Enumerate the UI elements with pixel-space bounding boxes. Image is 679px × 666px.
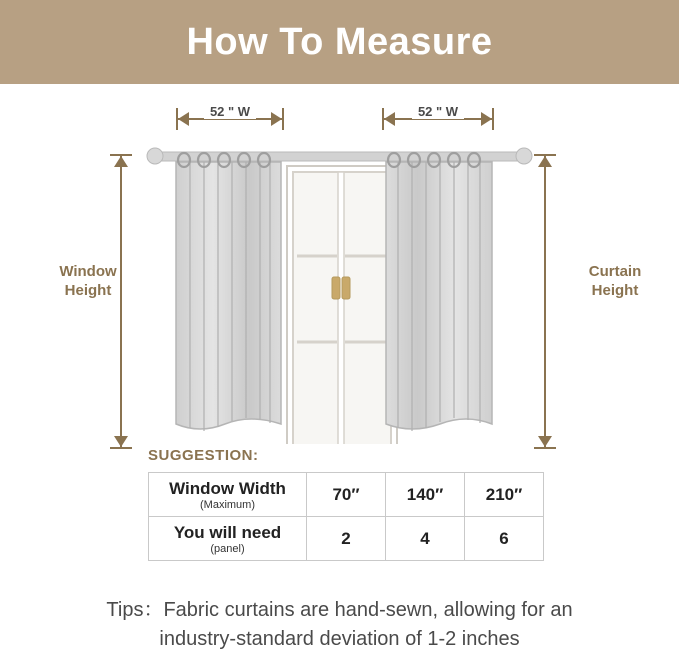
header-banner bbox=[0, 0, 679, 84]
tips-label: Tips： bbox=[106, 599, 164, 621]
suggestion-table-wrap bbox=[148, 472, 531, 561]
curtain-height-label-line1: Curtain bbox=[588, 263, 642, 280]
row-label-sub: (panel) bbox=[210, 542, 245, 555]
dimension-cap-bottom bbox=[534, 447, 556, 449]
tips-section bbox=[0, 596, 679, 654]
arrow-up-icon bbox=[114, 156, 128, 167]
suggestion-table bbox=[148, 472, 544, 561]
window-height-dimension bbox=[110, 154, 132, 449]
left-width-label: 52 " W bbox=[204, 104, 256, 119]
arrow-down-icon bbox=[538, 436, 552, 447]
measurement-diagram bbox=[0, 84, 679, 444]
arrow-down-icon bbox=[114, 436, 128, 447]
left-width-label-wrap bbox=[176, 104, 284, 119]
table-row bbox=[149, 473, 544, 517]
cell-panels-1: 2 bbox=[307, 517, 386, 561]
tips-line-2: industry-standard deviation of 1-2 inches bbox=[159, 628, 520, 650]
page-title: How To Measure bbox=[186, 20, 493, 63]
dimension-line bbox=[120, 154, 122, 449]
cell-window-width-3: 210″ bbox=[465, 473, 544, 517]
left-curtain-panel bbox=[176, 153, 281, 431]
suggestion-label: SUGGESTION: bbox=[148, 447, 259, 464]
cell-window-width-2: 140″ bbox=[386, 473, 465, 517]
row-label-main: Window Width bbox=[169, 478, 286, 498]
right-width-label-wrap bbox=[382, 104, 494, 119]
curtain-height-label bbox=[560, 262, 670, 300]
dimension-line bbox=[544, 154, 546, 449]
tips-line-1 bbox=[0, 596, 679, 625]
table-row bbox=[149, 517, 544, 561]
row-label-panels-needed bbox=[149, 517, 307, 561]
dimension-cap-bottom bbox=[110, 447, 132, 449]
arrow-up-icon bbox=[538, 156, 552, 167]
row-label-window-width bbox=[149, 473, 307, 517]
curtain-height-label-line2: Height bbox=[591, 282, 639, 299]
right-width-label: 52 " W bbox=[412, 104, 464, 119]
window-height-label bbox=[33, 262, 143, 300]
right-curtain-panel bbox=[386, 153, 492, 431]
window-height-label-line1: Window bbox=[59, 263, 117, 280]
left-width-dimension bbox=[176, 104, 284, 130]
cell-window-width-1: 70″ bbox=[307, 473, 386, 517]
row-label-main: You will need bbox=[173, 522, 282, 542]
window-height-label-line2: Height bbox=[64, 282, 112, 299]
curtain-height-dimension bbox=[534, 154, 556, 449]
window-graphic bbox=[283, 166, 401, 444]
tips-line1-text: Fabric curtains are hand-sewn, allowing for an bbox=[163, 599, 573, 621]
right-width-dimension bbox=[382, 104, 494, 130]
cell-panels-2: 4 bbox=[386, 517, 465, 561]
row-label-sub: (Maximum) bbox=[200, 498, 255, 511]
cell-panels-3: 6 bbox=[465, 517, 544, 561]
